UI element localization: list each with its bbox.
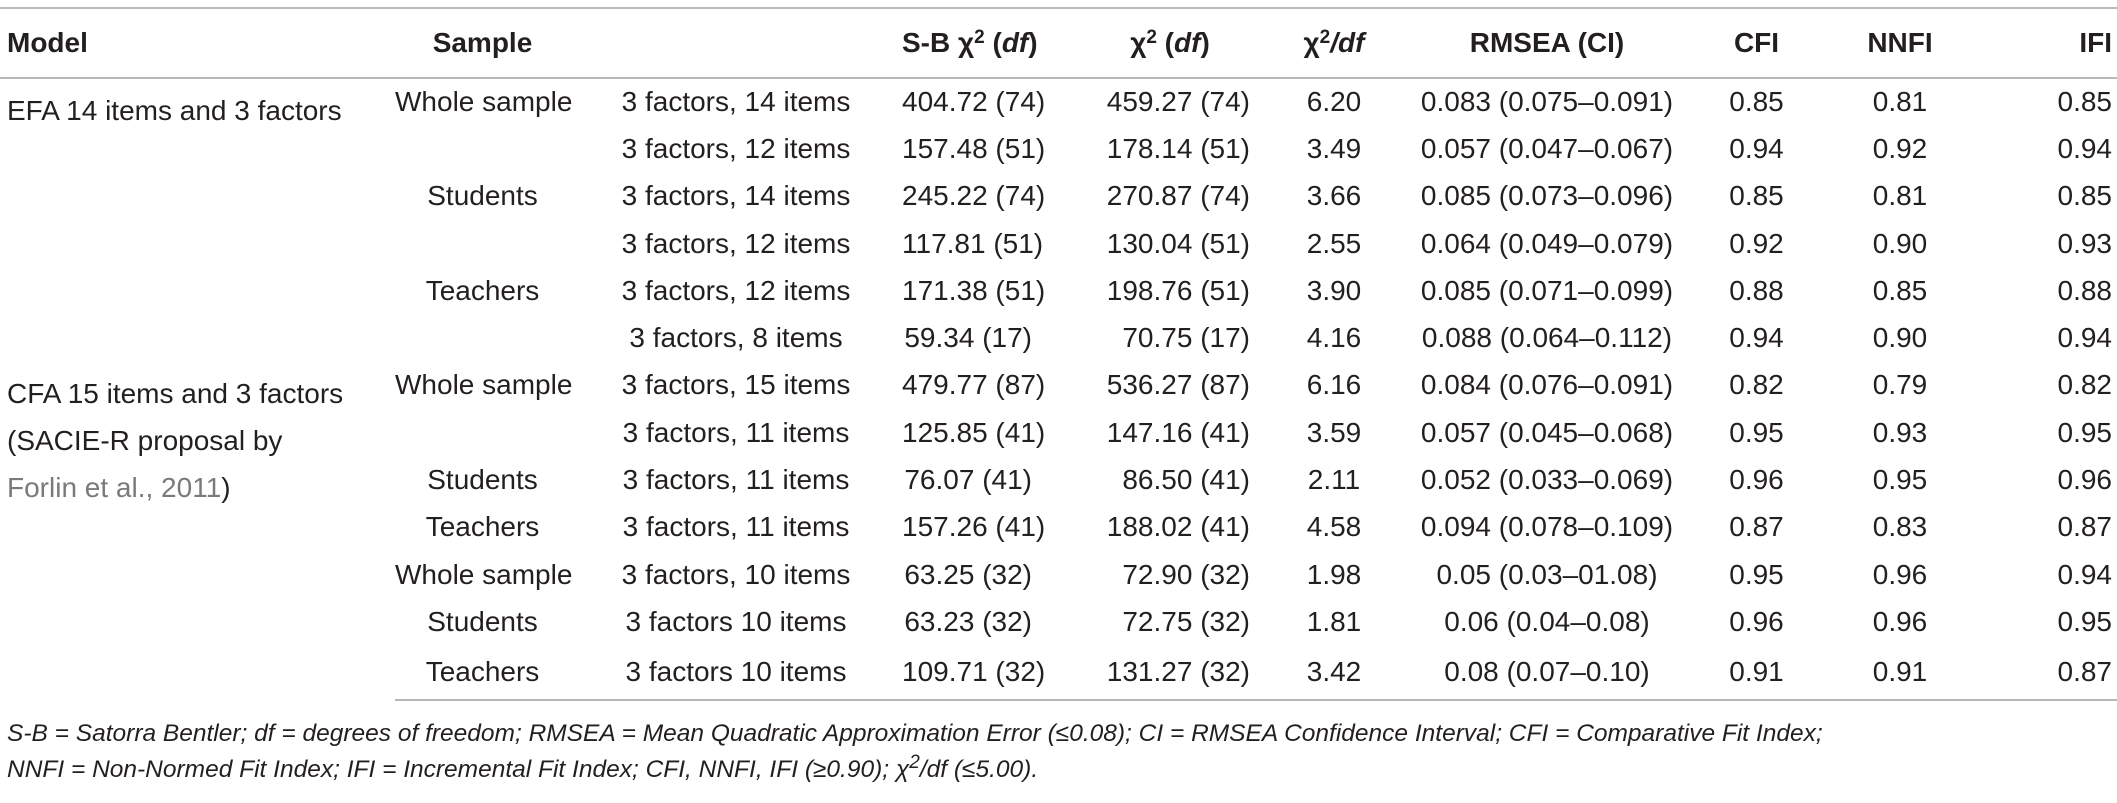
cfi-cell: 0.96 [1729,464,1784,496]
col-header-config [570,8,902,78]
model-label-cfa-line1: CFA 15 items and 3 factors [7,377,344,409]
chi2-sup: 2 [1146,27,1157,48]
sample-cell: Whole sample [395,558,573,590]
ifi-cell: 0.96 [2057,464,2112,496]
rmsea-cell: 0.06 (0.04–0.08) [1444,605,1650,637]
sample-cell [395,314,570,361]
ifi-cell: 0.94 [2057,132,2112,164]
nnfi-cell: 0.81 [1872,86,1928,118]
ratio-cell: 3.59 [1306,416,1362,448]
col-header-cfi: CFI [1694,8,1819,78]
sb-chi2-cell: 125.85 (41) [902,416,1046,448]
sb-chi2-cell: 479.77 (87) [902,369,1046,401]
fit-indices-table [0,7,2117,701]
col-header-sb-chi2: S-B $\chi^2$ (df) [902,8,1072,78]
rmsea-cell: 0.084 (0.076–0.091) [1420,369,1674,401]
ifi-cell: 0.82 [2057,369,2112,401]
model-cell-efa [0,78,395,362]
ratio-cell: 3.66 [1306,180,1362,212]
ifi-cell: 0.93 [2057,227,2112,259]
sb-chi2-cell: 171.38 (51) [902,274,1046,306]
sb-chi2-cell: 245.22 (74) [902,180,1046,212]
rmsea-cell: 0.064 (0.049–0.079) [1420,227,1674,259]
ifi-cell: 0.88 [2057,274,2112,306]
table-header [0,8,2117,78]
ratio-cell: 4.16 [1306,322,1362,354]
chi2-cell: 70.75 (17) [1122,322,1250,354]
sb-chi2-cell: 63.23 (32) [904,605,1032,637]
nnfi-cell: 0.90 [1872,322,1928,354]
col-header-ifi: IFI [1981,8,2117,78]
cfi-cell: 0.94 [1729,132,1784,164]
ratio-cell: 3.90 [1306,274,1362,306]
ratio-cell: 3.49 [1306,132,1362,164]
cfi-cell: 0.96 [1729,605,1784,637]
chi2-cell: 536.27 (87) [1106,369,1250,401]
cfi-cell: 0.88 [1729,274,1784,306]
header-row [0,8,2117,78]
footnote-line-2 [7,752,2107,788]
nnfi-cell: 0.90 [1872,227,1928,259]
sample-cell [395,125,570,172]
sb-chi2-label: S-B χ [902,27,975,58]
config-cell: 3 factors, 14 items [621,180,851,212]
rmsea-cell: 0.085 (0.073–0.096) [1420,180,1674,212]
nnfi-cell: 0.83 [1872,511,1928,543]
ratio-cell: 6.16 [1306,369,1362,401]
chi2-cell: 72.75 (32) [1122,605,1250,637]
config-cell: 3 factors, 14 items [621,86,851,118]
ifi-cell: 0.94 [2057,322,2112,354]
footnote-line-2-b: /df (≤5.00). [919,756,1039,783]
ratio-cell: 4.58 [1306,511,1362,543]
sb-chi2-df: df [1001,27,1029,58]
sample-cell [395,220,570,267]
rmsea-cell: 0.083 (0.075–0.091) [1420,86,1674,118]
nnfi-cell: 0.85 [1872,274,1928,306]
ifi-cell: 0.95 [2057,605,2112,637]
chi2-cell: 459.27 (74) [1106,86,1250,118]
config-cell: 3 factors, 10 items [621,558,851,590]
ratio-cell: 2.55 [1306,227,1362,259]
config-cell: 3 factors, 15 items [621,369,851,401]
col-header-rmsea: RMSEA (CI) [1400,8,1694,78]
config-cell: 3 factors, 11 items [622,464,850,496]
config-cell: 3 factors, 8 items [629,322,843,354]
rmsea-cell: 0.05 (0.03–01.08) [1436,558,1658,590]
footnote-sup: 2 [909,752,920,773]
sample-cell: Students [427,180,538,212]
rmsea-cell: 0.085 (0.071–0.099) [1420,274,1674,306]
table-row [0,362,2117,409]
citation-link[interactable]: Forlin et al., 2011 [7,471,222,503]
citation-suffix: ) [221,471,231,503]
cfi-cell: 0.85 [1729,180,1784,212]
chi2-cell: 270.87 (74) [1106,180,1250,212]
chi2-cell: 130.04 (51) [1106,227,1250,259]
col-header-chi2-df-ratio [1268,8,1400,78]
chi2-cell: 86.50 (41) [1122,464,1250,496]
col-header-sample: Sample [395,8,570,78]
sb-chi2-cell: 109.71 (32) [902,646,1072,700]
ratio-cell: 1.81 [1306,605,1362,637]
nnfi-cell: 0.96 [1872,558,1928,590]
chi2-label: χ [1130,27,1147,58]
sample-cell [395,409,570,456]
ifi-cell: 0.85 [2057,86,2112,118]
cfi-cell: 0.94 [1729,322,1784,354]
sample-cell: Whole sample [395,369,573,401]
rmsea-cell: 0.057 (0.047–0.067) [1420,132,1674,164]
nnfi-cell: 0.93 [1872,416,1928,448]
rmsea-cell: 0.088 (0.064–0.112) [1421,322,1673,354]
table-footnote [7,716,2107,788]
rmsea-cell: 0.094 (0.078–0.109) [1420,511,1674,543]
cfi-cell: 0.95 [1729,416,1784,448]
chi2-cell: 131.27 (32) [1072,646,1268,700]
col-header-nnfi: NNFI [1819,8,1981,78]
sb-chi2-cell: 157.26 (41) [902,511,1046,543]
nnfi-cell: 0.81 [1872,180,1928,212]
ifi-cell: 0.94 [2057,558,2112,590]
chi2-cell: 178.14 (51) [1106,132,1250,164]
footnote-line-1: S-B = Satorra Bentler; df = degrees of freedom; RMSEA = Mean Quadratic Approximation Error (≤0.08); CI = RMSEA Confidence Interval; CFI = Comparative Fit Index; [7,720,1823,747]
table-row [0,78,2117,125]
ifi-cell: 0.87 [1981,646,2117,700]
cfi-cell: 0.92 [1729,227,1784,259]
chi2-df: df [1174,27,1201,58]
ifi-cell: 0.95 [2057,416,2112,448]
ratio-cell: 6.20 [1306,86,1362,118]
ifi-cell: 0.85 [2057,180,2112,212]
sb-chi2-sup: 2 [974,27,985,48]
rmsea-cell: 0.052 (0.033–0.069) [1420,464,1674,496]
sb-chi2-cell: 157.48 (51) [902,132,1046,164]
config-cell: 3 factors, 12 items [621,274,851,306]
cfi-cell: 0.85 [1729,86,1784,118]
config-cell: 3 factors 10 items [570,646,902,700]
model-cell-cfa [0,362,395,700]
ratio-chi-label: χ [1303,27,1320,58]
nnfi-cell: 0.91 [1819,646,1981,700]
sample-cell: Teachers [425,511,540,543]
sample-cell: Whole sample [395,86,573,118]
sb-chi2-cell: 59.34 (17) [904,322,1032,354]
ratio-cell: 3.42 [1268,646,1400,700]
chi2-cell: 147.16 (41) [1106,416,1250,448]
config-cell: 3 factors, 12 items [621,132,851,164]
sb-chi2-cell: 404.72 (74) [902,86,1046,118]
nnfi-cell: 0.79 [1872,369,1928,401]
ratio-df: /df [1330,27,1365,58]
sb-chi2-cell: 63.25 (32) [904,558,1032,590]
rmsea-cell: 0.057 (0.045–0.068) [1420,416,1674,448]
sample-cell: Students [427,605,538,637]
cfi-cell: 0.87 [1729,511,1784,543]
cfi-cell: 0.95 [1729,558,1784,590]
nnfi-cell: 0.92 [1872,132,1928,164]
cfi-cell: 0.91 [1694,646,1819,700]
config-cell: 3 factors, 11 items [622,511,850,543]
ratio-cell: 2.11 [1307,464,1361,496]
sb-chi2-cell: 117.81 (51) [902,227,1044,259]
config-cell: 3 factors 10 items [625,605,847,637]
nnfi-cell: 0.95 [1872,464,1928,496]
ratio-cell: 1.98 [1306,558,1362,590]
chi2-cell: 188.02 (41) [1106,511,1250,543]
ratio-sup: 2 [1319,27,1331,48]
sample-cell: Teachers [425,274,540,306]
config-cell: 3 factors, 12 items [621,227,851,259]
ifi-cell: 0.87 [2057,511,2112,543]
col-header-model: Model [0,8,395,78]
config-cell: 3 factors, 11 items [622,416,850,448]
model-label-cfa-line2: (SACIE-R proposal by [7,424,283,456]
chi2-cell: 72.90 (32) [1122,558,1250,590]
sample-cell: Students [427,464,538,496]
nnfi-cell: 0.96 [1872,605,1928,637]
rmsea-cell: 0.08 (0.07–0.10) [1400,646,1694,700]
sample-cell: Teachers [395,646,570,700]
model-label-efa: EFA 14 items and 3 factors [7,95,342,126]
table-body [0,78,2117,700]
col-header-chi2: $\chi^2$ (df) [1072,8,1268,78]
cfi-cell: 0.82 [1729,369,1784,401]
chi2-cell: 198.76 (51) [1106,274,1250,306]
sb-chi2-cell: 76.07 (41) [904,464,1032,496]
footnote-line-2-a: NNFI = Non-Normed Fit Index; IFI = Incremental Fit Index; CFI, NNFI, IFI (≥0.90); χ [7,756,910,783]
